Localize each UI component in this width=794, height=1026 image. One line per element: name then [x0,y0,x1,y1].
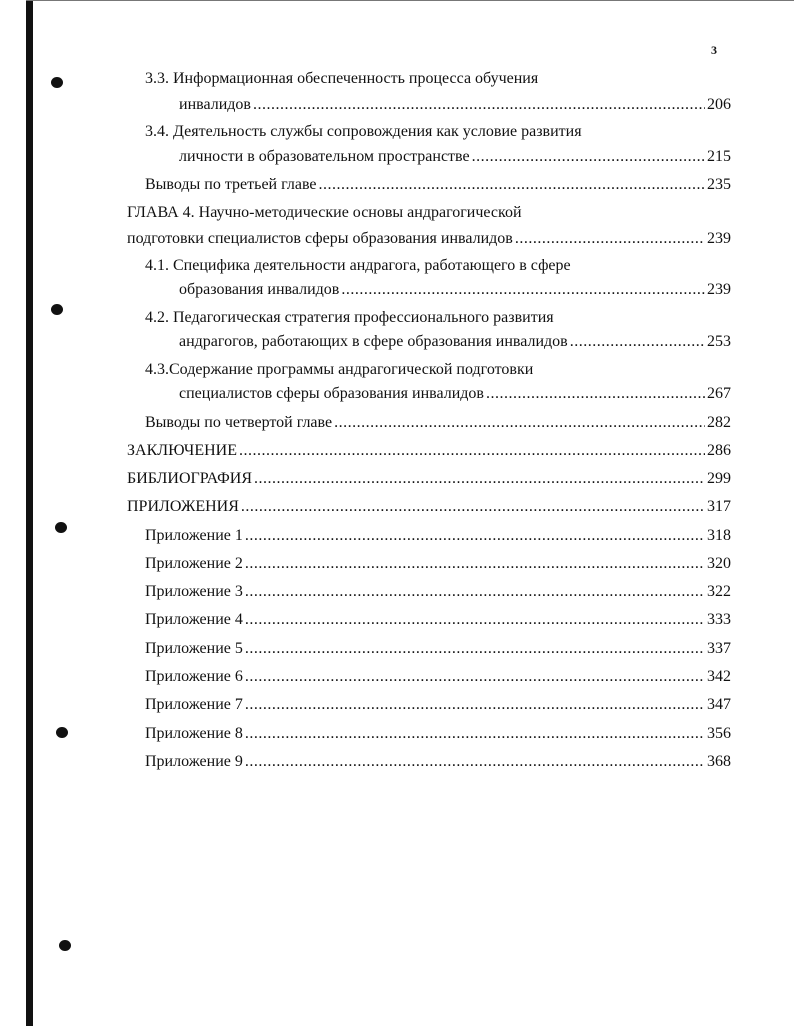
toc-entry-4-3-title: 4.3.Содержание программы андрагогической подготовки [145,361,534,378]
toc-page-number: 320 [707,555,731,572]
toc-entry-title: инвалидов [179,96,251,113]
toc-entry-bibliography[interactable] [127,469,731,489]
toc-entry-title: Выводы по третьей главе [145,176,317,193]
dot-leader [245,554,705,574]
toc-page-number: 347 [707,696,731,713]
toc-page-number: 337 [707,640,731,657]
toc-entry-title: подготовки специалистов сферы образования инвалидов [127,230,513,247]
dot-leader [245,695,705,715]
toc-page-number: 215 [707,148,731,165]
toc-entry-appendix[interactable] [145,752,731,772]
toc-page-number: 239 [707,230,731,247]
dot-leader [245,610,705,630]
toc-entry-title: Приложение 3 [145,583,243,600]
toc-entry-title: образования инвалидов [179,281,340,298]
toc-entry-title: Приложение 8 [145,725,243,742]
toc-entry-4-2-title: 4.2. Педагогическая стратегия профессионального развития [145,309,554,326]
toc-entry-appendix[interactable] [145,526,731,546]
toc-entry-conclusions-chapter-3[interactable] [145,175,731,195]
dot-leader [570,332,705,352]
dot-leader [245,526,705,546]
dot-leader [245,752,705,772]
toc-entry-title: ПРИЛОЖЕНИЯ [127,498,239,515]
dot-leader [472,147,705,167]
toc-entry-appendix[interactable] [145,554,731,574]
toc-entry-title: Приложение 2 [145,555,243,572]
toc-entry-title: Выводы по четвертой главе [145,414,333,431]
toc-entry-3-3-title: 3.3. Информационная обеспеченность процесса обучения [145,70,539,87]
dot-leader [239,441,705,461]
toc-page-number: 299 [707,470,731,487]
toc-entry-appendix[interactable] [145,639,731,659]
toc-entry-title: Приложение 9 [145,753,243,770]
dot-leader [245,639,705,659]
toc-entry-chapter-4-title: ГЛАВА 4. Научно-методические основы андрагогической [127,204,522,221]
toc-entry-4-1-title: 4.1. Специфика деятельности андрагога, работающего в сфере [145,257,571,274]
dot-leader [341,280,705,300]
toc-entry-title: Приложение 4 [145,611,243,628]
toc-page-number: 322 [707,583,731,600]
toc-page-number: 342 [707,668,731,685]
toc-entry-appendix[interactable] [145,695,731,715]
dot-leader [486,384,705,404]
dot-leader [334,413,705,433]
toc-page-number: 333 [707,611,731,628]
toc-entry-conclusion[interactable] [127,441,731,461]
page-number: 3 [711,43,717,57]
toc-entry-3-4-title: 3.4. Деятельность службы сопровождения как условие развития [145,123,582,140]
toc-entry-appendix[interactable] [145,667,731,687]
toc-page-number: 286 [707,442,731,459]
toc-entry-chapter-4[interactable] [127,229,731,249]
toc-entry-title: Приложение 5 [145,640,243,657]
toc-entry-appendix[interactable] [145,582,731,602]
toc-page-number: 235 [707,176,731,193]
toc-entry-title: ЗАКЛЮЧЕНИЕ [127,442,237,459]
toc-page-number: 282 [707,414,731,431]
toc-entry-4-3[interactable] [179,384,731,404]
toc-entry-title: Приложение 6 [145,668,243,685]
dot-leader [253,95,705,115]
dot-leader [245,582,705,602]
dot-leader [515,229,705,249]
toc-entry-appendices[interactable] [127,497,731,517]
toc-entry-title: специалистов сферы образования инвалидов [179,385,484,402]
toc-entry-4-1[interactable] [179,280,731,300]
toc-entry-title: андрагогов, работающих в сфере образования инвалидов [179,333,568,350]
toc-page-number: 253 [707,333,731,350]
toc-entry-title: БИБЛИОГРАФИЯ [127,470,253,487]
toc-page-number: 267 [707,385,731,402]
dot-leader [319,175,706,195]
toc-entry-title: личности в образовательном пространстве [179,148,470,165]
toc-entry-title: Приложение 7 [145,696,243,713]
toc-page-number: 318 [707,527,731,544]
toc-page-number: 317 [707,498,731,515]
dot-leader [241,497,705,517]
toc-page-number: 206 [707,96,731,113]
dot-leader [245,667,705,687]
toc-page-number: 368 [707,753,731,770]
toc-page-number: 239 [707,281,731,298]
toc-page-number: 356 [707,725,731,742]
toc-entry-3-3[interactable] [179,95,731,115]
toc-entry-conclusions-chapter-4[interactable] [145,413,731,433]
toc-entry-appendix[interactable] [145,724,731,744]
dot-leader [254,469,705,489]
toc-entry-appendix[interactable] [145,610,731,630]
toc-entry-3-4[interactable] [179,147,731,167]
dot-leader [245,724,705,744]
toc-entry-4-2[interactable] [179,332,731,352]
toc-entry-title: Приложение 1 [145,527,243,544]
